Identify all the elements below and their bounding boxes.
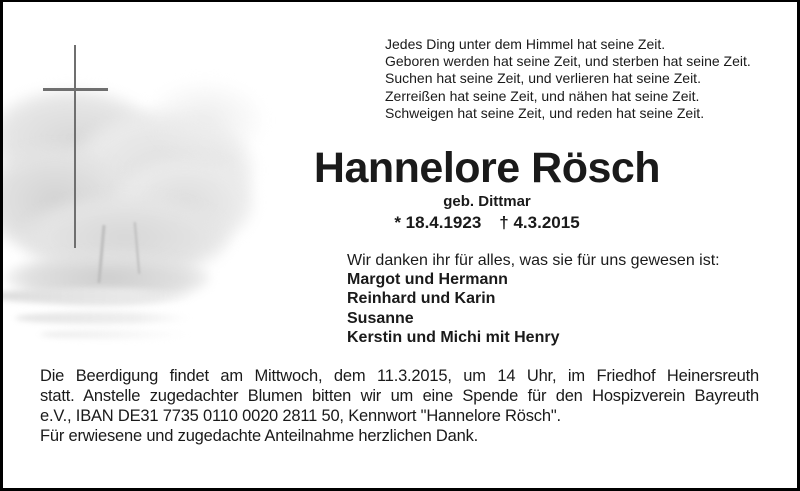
mourner-name: Reinhard und Karin	[347, 290, 496, 308]
funeral-details	[40, 366, 759, 446]
funeral-line: statt. Anstelle zugedachter Blumen bitten wir um eine Spende für den Hospizverein Bayreuth	[40, 387, 759, 405]
funeral-line: e.V., IBAN DE31 7735 0110 0020 2811 50, Kennwort "Hannelore Rösch".	[40, 407, 561, 425]
deceased-block	[287, 146, 687, 232]
mourner-name: Kerstin und Michi mit Henry	[347, 328, 560, 346]
tribute-block	[347, 251, 720, 347]
water-stroke	[40, 330, 190, 339]
tree-foliage	[145, 80, 265, 160]
funeral-line: Für erwiesene und zugedachte Anteilnahme herzlichen Dank.	[40, 427, 479, 445]
mourner-name: Margot und Hermann	[347, 271, 508, 289]
deceased-name: Hannelore Rösch	[313, 144, 661, 192]
cross-icon	[74, 45, 77, 248]
water-stroke	[0, 288, 195, 304]
poem-line: Geboren werden hat seine Zeit, und sterben hat seine Zeit.	[385, 53, 751, 70]
poem-line: Jedes Ding unter dem Himmel hat seine Zeit.	[385, 36, 666, 52]
funeral-line: Die Beerdigung findet am Mittwoch, dem 11.3.2015, um 14 Uhr, im Friedhof Heinersreuth	[40, 367, 759, 385]
life-dates	[287, 213, 687, 232]
cross-icon	[43, 88, 108, 91]
mourner-name: Susanne	[347, 309, 414, 327]
memorial-artwork	[0, 0, 270, 345]
scripture-verse	[385, 36, 751, 122]
poem-line: Zerreißen hat seine Zeit, und nähen hat seine Zeit.	[385, 87, 700, 104]
water-stroke	[15, 312, 190, 324]
poem-line: Schweigen hat seine Zeit, und reden hat seine Zeit.	[385, 104, 705, 121]
maiden-name: geb. Dittmar	[443, 193, 531, 210]
death-date: † 4.3.2015	[499, 213, 580, 232]
poem-line: Suchen hat seine Zeit, und verlieren hat seine Zeit.	[385, 70, 701, 87]
birth-date: * 18.4.1923	[394, 213, 482, 232]
tribute-intro: Wir danken ihr für alles, was sie für uns gewesen ist:	[347, 252, 720, 269]
